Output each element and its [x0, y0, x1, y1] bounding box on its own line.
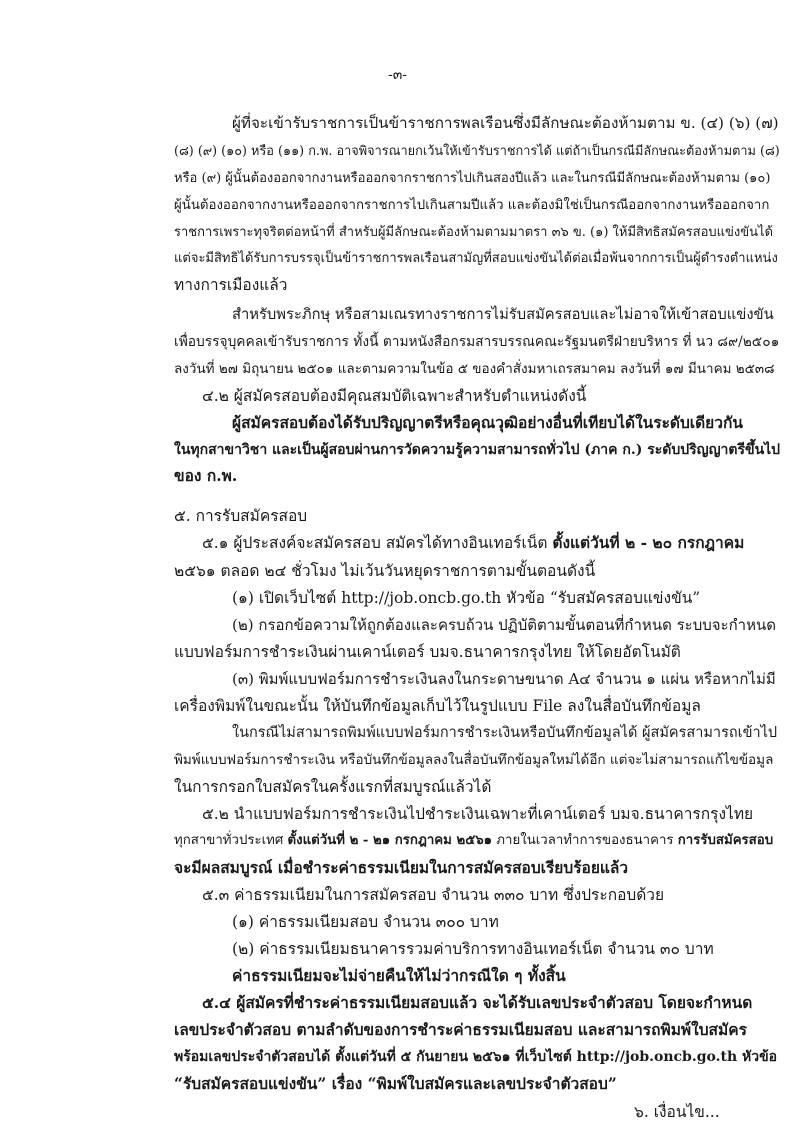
text-line [202, 532, 744, 554]
text-line-bold: จะมีผลสมบูรณ์ เมื่อชำระค่าธรรมเนียมในการสมัครสอบเรียบร้อยแล้ว [174, 858, 629, 877]
text-line: พิมพ์แบบฟอร์มการชำระเงิน หรือบันทึกข้อมูลลงในสื่อบันทึกข้อมูลใหม่ได้อีก แต่จะไม่สามารถแก้ไขข้อมูล [174, 752, 774, 768]
text-line-bold: เลขประจำตัวสอบ ตามลำดับของการชำระค่าธรรมเนียมสอบ และสามารถพิมพ์ใบสมัคร [174, 1020, 747, 1039]
text-line: (๑) เปิดเว็บไซต์ http://job.oncb.go.th หัวข้อ “รับสมัครสอบแข่งขัน” [232, 589, 701, 607]
text-line [174, 830, 773, 852]
text-line: ในกรณีไม่สามารถพิมพ์แบบฟอร์มการชำระเงินหรือบันทึกข้อมูลได้ ผู้สมัครสามารถเข้าไป [232, 725, 778, 741]
text-run-bold: ตั้งแต่วันที่ ๒ - ๒๑ กรกฎาคม ๒๕๖๑ [287, 833, 493, 848]
text-line: ลงวันที่ ๒๗ มิถุนายน ๒๕๐๑ และตามความในข้อ ๕ ของคำสั่งมหาเถรสมาคม ลงวันที่ ๑๗ มีนาคม ๒๕๓๘ [174, 361, 775, 377]
text-run: ทุกสาขาทั่วประเทศ [174, 833, 284, 848]
text-line: ผู้ที่จะเข้ารับราชการเป็นข้าราชการพลเรือนซึ่งมีลักษณะต้องห้ามตาม ข. (๔) (๖) (๗) [232, 114, 779, 132]
text-line-bold: ผู้สมัครสอบต้องได้รับปริญญาตรีหรือคุณวุฒิอย่างอื่นที่เทียบได้ในระดับเดียวกัน [232, 413, 743, 432]
text-line-bold: ของ ก.พ. [174, 466, 238, 485]
text-run-bold: การรับสมัครสอบ [677, 833, 774, 848]
text-line: (๒) ค่าธรรมเนียมธนาคารรวมค่าบริการทางอินเทอร์เน็ต จำนวน ๓๐ บาท [232, 940, 714, 958]
continuation-note: ๖. เงื่อนไข... [634, 1103, 720, 1121]
text-line: ผู้นั้นต้องออกจากงานหรือออกจากราชการไปเกินสามปีแล้ว และต้องมิใช่เป็นกรณีออกจากงานหรือออกจาก [174, 198, 770, 213]
text-line: หรือ (๙) ผู้นั้นต้องออกจากงานหรือออกจากราชการไปเกินสองปีแล้ว และในกรณีมีลักษณะต้องห้ามตาม (๑๐) [174, 171, 771, 186]
section-heading: ๔.๒ ผู้สมัครสอบต้องมีคุณสมบัติเฉพาะสำหรับตำแหน่งดังนี้ [202, 387, 587, 405]
text-line: เครื่องพิมพ์ในขณะนั้น ให้บันทึกข้อมูลเก็บไว้ในรูปแบบ File ลงในสื่อบันทึกข้อมูล [174, 697, 701, 715]
text-line: (๒) กรอกข้อความให้ถูกต้องและครบถ้วน ปฏิบัติตามขั้นตอนที่กำหนด ระบบจะกำหนด [232, 616, 776, 634]
text-line: แต่จะมีสิทธิได้รับการบรรจุเป็นข้าราชการพลเรือนสามัญที่สอบแข่งขันได้ต่อเมื่อพ้นจากการเป็นผู้ดำรงตำแหน่ง [174, 251, 778, 266]
text-line: (๑) ค่าธรรมเนียมสอบ จำนวน ๓๐๐ บาท [232, 913, 499, 931]
text-line: สำหรับพระภิกษุ หรือสามเณรทางราชการไม่รับสมัครสอบและไม่อาจให้เข้าสอบแข่งขัน [232, 306, 774, 323]
text-line-bold: “รับสมัครสอบแข่งขัน” เรื่อง “พิมพ์ใบสมัครและเลขประจำตัวสอบ” [174, 1074, 617, 1093]
text-line-bold: ในทุกสาขาวิชา และเป็นผู้สอบผ่านการวัดความรู้ความสามารถทั่วไป (ภาค ก.) ระดับปริญญาตรีขึ้นไป [174, 442, 781, 458]
text-line: แบบฟอร์มการชำระเงินผ่านเคาน์เตอร์ บมจ.ธนาคารกรุงไทย ให้โดยอัตโนมัติ [174, 643, 681, 661]
text-line-bold: พร้อมเลขประจำตัวสอบได้ ตั้งแต่วันที่ ๕ กันยายน ๒๕๖๑ ที่เว็บไซต์ http://job.oncb.go.th หัวข้อ [174, 1049, 778, 1065]
text-line: เพื่อบรรจุบุคคลเข้ารับราชการ ทั้งนี้ ตามหนังสือกรมสารบรรณคณะรัฐมนตรีฝ่ายบริหาร ที่ นว ๘๙/๒๕๐๑ [174, 334, 780, 350]
text-line: (๓) พิมพ์แบบฟอร์มการชำระเงินลงในกระดาษขนาด A๔ จำนวน ๑ แผ่น หรือหากไม่มี [232, 670, 776, 688]
text-run: ภายในเวลาทำการของธนาคาร [496, 833, 674, 848]
text-line: ในการกรอกใบสมัครในครั้งแรกที่สมบูรณ์แล้วได้ [174, 778, 492, 796]
page-number: -๓- [388, 67, 408, 83]
section-heading: ๕. การรับสมัครสอบ [174, 507, 308, 525]
text-line: ๕.๓ ค่าธรรมเนียมในการสมัครสอบ จำนวน ๓๓๐ บาท ซึ่งประกอบด้วย [202, 886, 665, 904]
text-line: ราชการเพราะทุจริตต่อหน้าที่ สำหรับผู้มีลักษณะต้องห้ามตามมาตรา ๓๖ ข. (๑) ให้มีสิทธิสมัครสอบแข่งขันได้ [174, 225, 774, 240]
text-line-bold: ค่าธรรมเนียมจะไม่จ่ายคืนให้ไม่ว่ากรณีใด ๆ ทั้งสิ้น [232, 966, 566, 985]
text-line: ทางการเมืองแล้ว [174, 276, 288, 294]
text-run-bold: ตั้งแต่วันที่ ๒ - ๒๐ กรกฎาคม [552, 533, 745, 552]
text-line: ๒๕๖๑ ตลอด ๒๔ ชั่วโมง ไม่เว้นวันหยุดราชการตามขั้นตอนดังนี้ [174, 562, 596, 580]
text-line-bold: ๕.๔ ผู้สมัครที่ชำระค่าธรรมเนียมสอบแล้ว จะได้รับเลขประจำตัวสอบ โดยจะกำหนด [202, 993, 753, 1012]
text-run: ๕.๑ ผู้ประสงค์จะสมัครสอบ สมัครได้ทางอินเทอร์เน็ต [202, 534, 548, 552]
text-line: ๕.๒ นำแบบฟอร์มการชำระเงินไปชำระเงินเฉพาะที่เคาน์เตอร์ บมจ.ธนาคารกรุงไทย [202, 805, 754, 823]
text-line: (๘) (๙) (๑๐) หรือ (๑๑) ก.พ. อาจพิจารณายกเว้นให้เข้ารับราชการได้ แต่ถ้าเป็นกรณีมีลักษณะต้องห้ามตาม (๘) [174, 144, 780, 159]
